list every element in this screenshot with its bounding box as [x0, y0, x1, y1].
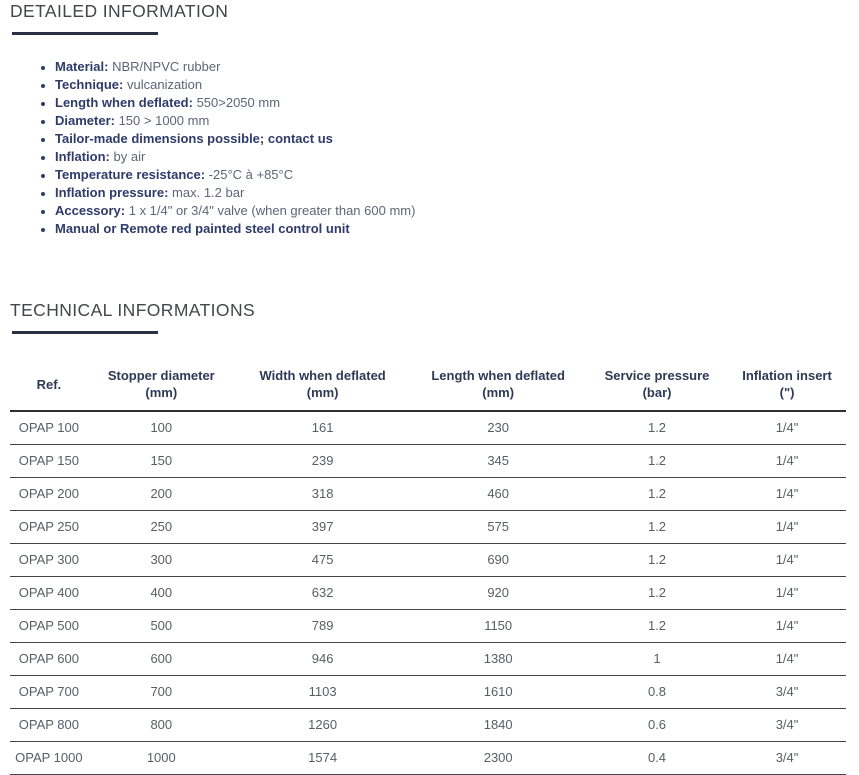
table-cell: 1840 — [410, 709, 586, 742]
detailed-information-section — [10, 0, 849, 238]
table-cell: 946 — [235, 643, 411, 676]
table-cell: 3/4" — [728, 676, 846, 709]
title-underline — [12, 32, 158, 35]
header-line2: (mm) — [145, 385, 178, 400]
table-cell: OPAP 100 — [10, 411, 88, 445]
spec-list-item — [55, 94, 849, 112]
table-cell: 575 — [410, 511, 586, 544]
technical-table — [10, 361, 846, 775]
spec-list-item — [55, 130, 849, 148]
table-cell: 800 — [88, 709, 235, 742]
table-cell: 1.2 — [586, 445, 728, 478]
table-row — [10, 577, 846, 610]
spec-label: Manual or Remote red painted steel control unit — [55, 221, 350, 236]
table-row — [10, 511, 846, 544]
table-cell: 1.2 — [586, 478, 728, 511]
title-underline — [12, 331, 158, 334]
header-line1: Ref. — [36, 376, 62, 392]
header-line1: Width when deflated — [259, 368, 386, 383]
table-cell: 0.8 — [586, 676, 728, 709]
table-cell: OPAP 150 — [10, 445, 88, 478]
table-cell: 475 — [235, 544, 411, 577]
table-row — [10, 676, 846, 709]
table-cell: 1.2 — [586, 610, 728, 643]
table-cell: 1/4" — [728, 577, 846, 610]
table-cell: 397 — [235, 511, 411, 544]
spec-label: Material: — [55, 59, 109, 74]
technical-informations-section — [10, 299, 849, 775]
table-header-cell — [586, 361, 728, 411]
spec-list-item — [55, 202, 849, 220]
table-cell: 1/4" — [728, 643, 846, 676]
spec-value: vulcanization — [123, 77, 203, 92]
table-header-cell — [410, 361, 586, 411]
table-cell: 300 — [88, 544, 235, 577]
table-cell: 1610 — [410, 676, 586, 709]
table-cell: OPAP 400 — [10, 577, 88, 610]
spec-value: max. 1.2 bar — [168, 185, 245, 200]
table-cell: 100 — [88, 411, 235, 445]
spec-label: Accessory: — [55, 203, 126, 218]
spec-label: Technique: — [55, 77, 124, 92]
table-header-cell — [235, 361, 411, 411]
spec-value: 1 x 1/4" or 3/4" valve (when greater than 600 mm) — [125, 203, 416, 218]
spec-label: Inflation: — [55, 149, 110, 164]
table-cell: OPAP 800 — [10, 709, 88, 742]
spec-value: 550>2050 mm — [192, 95, 281, 110]
spec-value: -25°C à +85°C — [205, 167, 294, 182]
table-row — [10, 742, 846, 775]
spec-list-item — [55, 184, 849, 202]
table-cell: OPAP 300 — [10, 544, 88, 577]
spec-list-item — [55, 220, 849, 238]
table-cell: 0.4 — [586, 742, 728, 775]
table-header-cell — [10, 361, 88, 411]
table-cell: 239 — [235, 445, 411, 478]
header-line1: Stopper diameter — [107, 368, 215, 383]
table-cell: 1.2 — [586, 577, 728, 610]
table-cell: 1.2 — [586, 511, 728, 544]
table-cell: 150 — [88, 445, 235, 478]
table-cell: 3/4" — [728, 742, 846, 775]
table-cell: 1574 — [235, 742, 411, 775]
spec-value: by air — [109, 149, 146, 164]
table-cell: 600 — [88, 643, 235, 676]
table-row — [10, 445, 846, 478]
table-cell: 500 — [88, 610, 235, 643]
table-cell: 250 — [88, 511, 235, 544]
spec-list — [10, 58, 849, 238]
table-row — [10, 478, 846, 511]
table-cell: 0.6 — [586, 709, 728, 742]
table-cell: 1/4" — [728, 445, 846, 478]
spec-label: Diameter: — [55, 113, 115, 128]
table-cell: 1000 — [88, 742, 235, 775]
table-body — [10, 411, 846, 775]
header-line2: (") — [779, 385, 795, 400]
header-line2: (mm) — [306, 385, 339, 400]
spec-list-item — [55, 148, 849, 166]
table-cell: OPAP 1000 — [10, 742, 88, 775]
table-cell: 1/4" — [728, 411, 846, 445]
header-line1: Inflation insert — [742, 368, 832, 383]
spec-list-item — [55, 166, 849, 184]
technical-informations-title: TECHNICAL INFORMATIONS — [10, 300, 256, 320]
table-cell: OPAP 700 — [10, 676, 88, 709]
table-cell: 700 — [88, 676, 235, 709]
table-cell: 318 — [235, 478, 411, 511]
spec-label: Tailor-made dimensions possible; contact us — [55, 131, 333, 146]
table-header-cell — [88, 361, 235, 411]
spec-value: 150 > 1000 mm — [114, 113, 210, 128]
table-cell: 1/4" — [728, 478, 846, 511]
table-cell: 200 — [88, 478, 235, 511]
header-line2: (mm) — [482, 385, 515, 400]
table-cell: 460 — [410, 478, 586, 511]
table-cell: 2300 — [410, 742, 586, 775]
table-row — [10, 411, 846, 445]
table-cell: OPAP 600 — [10, 643, 88, 676]
table-cell: 920 — [410, 577, 586, 610]
table-cell: 1/4" — [728, 511, 846, 544]
spec-label: Temperature resistance: — [55, 167, 206, 182]
table-row — [10, 709, 846, 742]
detailed-information-title: DETAILED INFORMATION — [10, 1, 229, 21]
table-row — [10, 544, 846, 577]
table-row — [10, 610, 846, 643]
table-cell: 3/4" — [728, 709, 846, 742]
table-cell: 1/4" — [728, 544, 846, 577]
header-line1: Length when deflated — [431, 368, 565, 383]
table-cell: 690 — [410, 544, 586, 577]
table-cell: 632 — [235, 577, 411, 610]
table-row — [10, 643, 846, 676]
table-cell: OPAP 500 — [10, 610, 88, 643]
spec-label: Length when deflated: — [55, 95, 193, 110]
spec-list-item — [55, 112, 849, 130]
table-cell: 1150 — [410, 610, 586, 643]
table-cell: 230 — [410, 411, 586, 445]
table-cell: 1 — [586, 643, 728, 676]
table-cell: 1/4" — [728, 610, 846, 643]
table-cell: OPAP 250 — [10, 511, 88, 544]
table-cell: 1260 — [235, 709, 411, 742]
table-cell: 345 — [410, 445, 586, 478]
table-cell: 789 — [235, 610, 411, 643]
spec-list-item — [55, 58, 849, 76]
spec-list-item — [55, 76, 849, 94]
spec-label: Inflation pressure: — [55, 185, 169, 200]
table-cell: 1.2 — [586, 544, 728, 577]
table-cell: OPAP 200 — [10, 478, 88, 511]
header-line1: Service pressure — [604, 368, 710, 383]
spec-value: NBR/NPVC rubber — [108, 59, 221, 74]
table-header-cell — [728, 361, 846, 411]
table-cell: 161 — [235, 411, 411, 445]
table-header-row — [10, 361, 846, 411]
table-cell: 400 — [88, 577, 235, 610]
table-cell: 1380 — [410, 643, 586, 676]
header-line2: (bar) — [642, 385, 672, 400]
table-cell: 1.2 — [586, 411, 728, 445]
table-cell: 1103 — [235, 676, 411, 709]
